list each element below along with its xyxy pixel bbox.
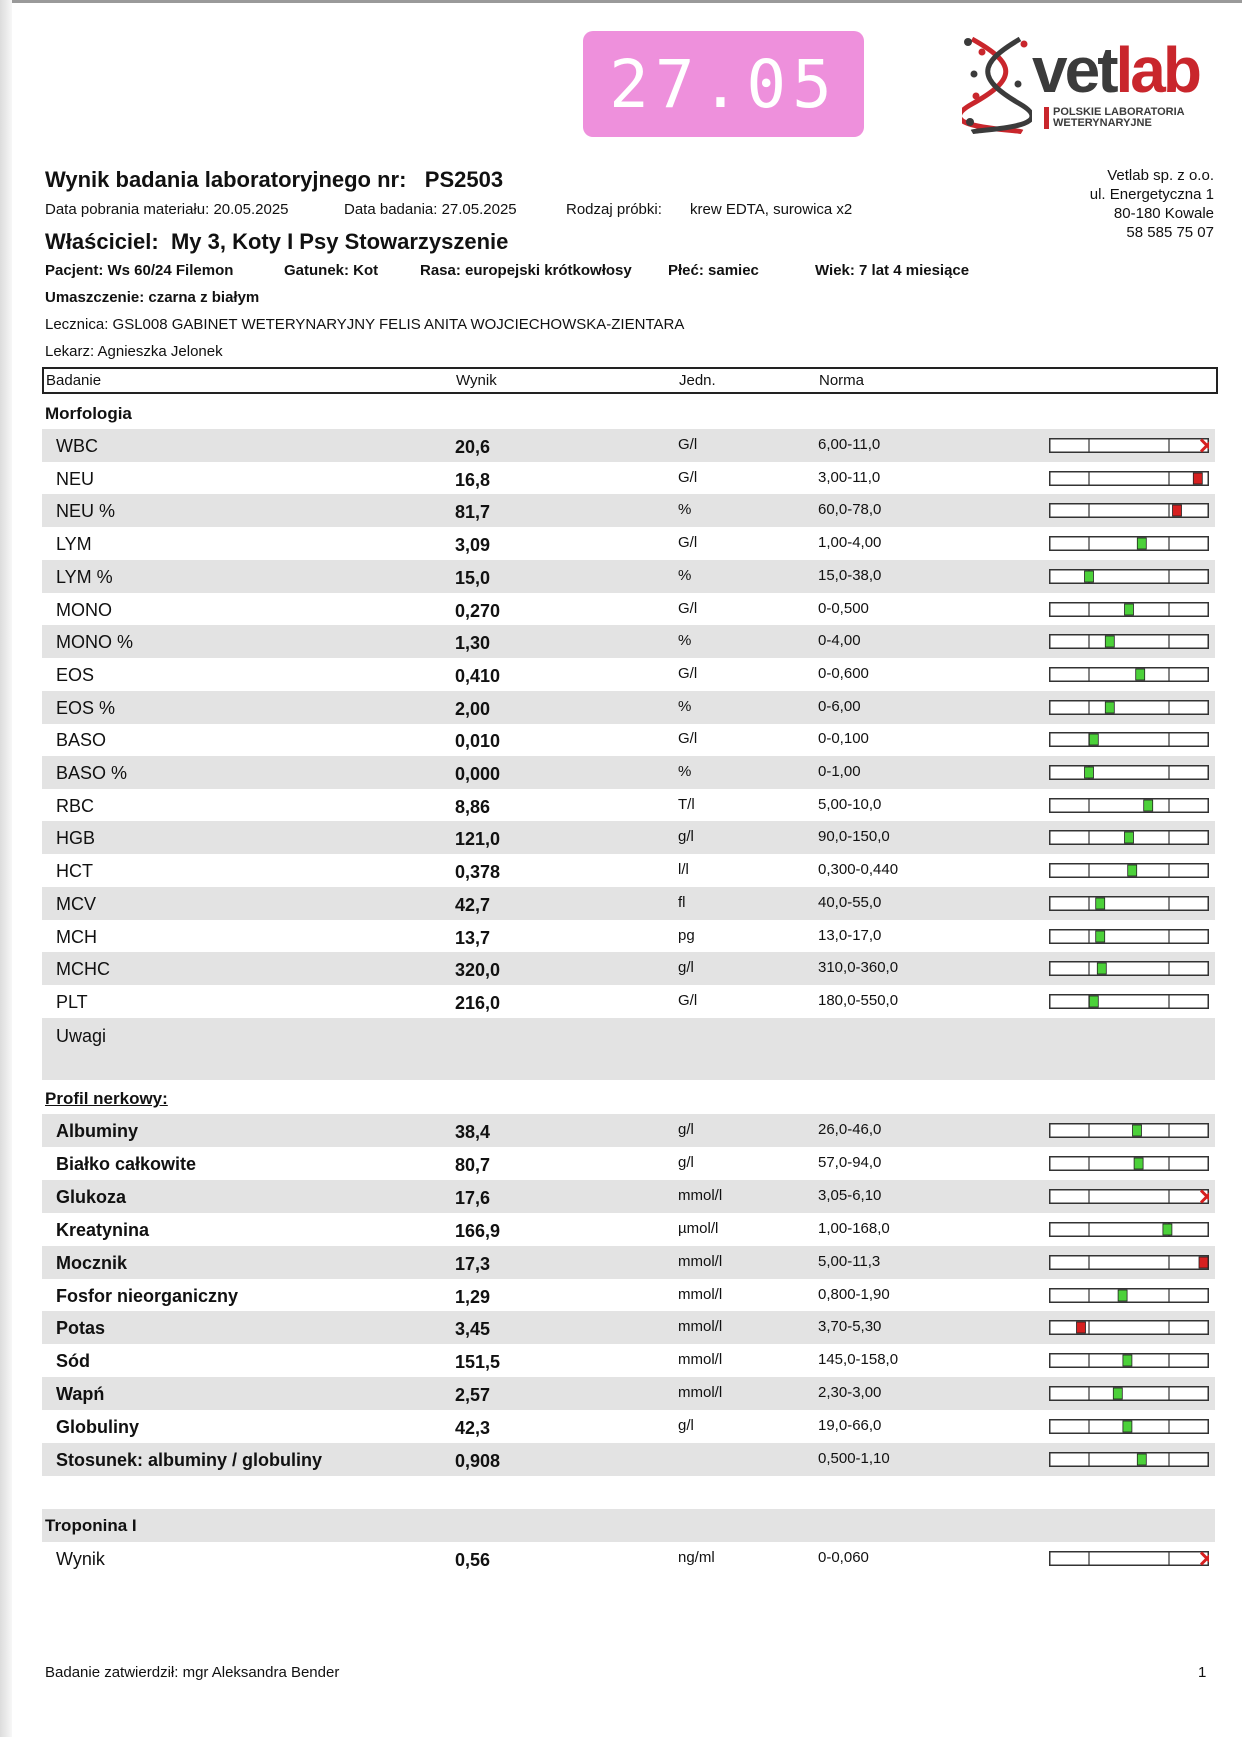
table-row [42, 1410, 1215, 1443]
row-norm-range: 0,800-1,90 [818, 1285, 890, 1303]
row-test-name: Białko całkowite [56, 1153, 197, 1174]
range-frame [1050, 439, 1209, 453]
row-unit: g/l [678, 1121, 694, 1138]
range-frame [1050, 1387, 1209, 1401]
row-result-value: 20,6 [455, 437, 491, 457]
value-marker [1089, 734, 1098, 745]
row-result-value: 0,010 [455, 731, 501, 752]
table-row [42, 429, 1215, 462]
notes-box [42, 1018, 1215, 1080]
range-indicator [1049, 798, 1209, 813]
row-unit: G/l [678, 599, 698, 617]
value-marker [1123, 1421, 1132, 1432]
results-table-header [42, 367, 1218, 394]
table-row [42, 1213, 1215, 1246]
value-marker [1199, 1257, 1208, 1268]
value-marker [1134, 1158, 1143, 1169]
row-test-name: PLT [56, 991, 88, 1012]
row-unit: % [678, 501, 692, 519]
row-test-name: MCH [56, 926, 97, 947]
row-test-name: Wapń [56, 1384, 105, 1405]
value-marker [1173, 505, 1182, 516]
company-street: ul. Energetyczna 1 [1089, 186, 1214, 203]
row-test-name: WBC [56, 436, 98, 456]
range-frame [1050, 1321, 1209, 1335]
table-row [42, 527, 1215, 560]
breed: Rasa: europejski krótkowłosy [420, 262, 632, 279]
value-marker [1105, 702, 1114, 713]
row-unit: ng/ml [678, 1549, 715, 1566]
row-norm-range: 5,00-11,3 [818, 1252, 881, 1270]
coat: Umaszczenie: czarna z białym [45, 289, 260, 306]
row-result-value: 0,270 [455, 600, 501, 621]
row-norm-range: 145,0-158,0 [818, 1351, 899, 1369]
range-indicator [1049, 634, 1209, 649]
table-row [42, 1147, 1215, 1180]
row-result-value: 8,86 [455, 796, 491, 817]
value-marker [1089, 996, 1098, 1007]
row-test-name: HGB [56, 828, 96, 849]
row-unit: l/l [678, 861, 689, 879]
value-marker [1128, 865, 1137, 876]
row-test-name: EOS % [56, 697, 116, 718]
table-row [42, 1114, 1215, 1147]
sex: Płeć: samiec [668, 262, 759, 279]
value-marker [1133, 1125, 1142, 1136]
row-unit: g/l [678, 1417, 694, 1435]
range-indicator [1049, 1320, 1209, 1335]
row-unit: G/l [678, 468, 698, 486]
row-test-name: MCHC [56, 959, 110, 980]
row-norm-range: 3,05-6,10 [818, 1186, 882, 1204]
value-marker [1096, 898, 1105, 909]
row-test-name: BASO [56, 730, 107, 751]
row-test-name: BASO % [56, 763, 128, 783]
range-frame [1050, 1190, 1209, 1204]
row-test-name: LYM [56, 534, 92, 555]
range-indicator [1049, 1419, 1209, 1434]
owner: Właściciel: My 3, Koty I Psy Stowarzyszenie [45, 229, 509, 254]
range-frame [1050, 929, 1209, 943]
table-row [42, 462, 1215, 495]
row-test-name: Potas [56, 1318, 106, 1339]
row-unit: % [678, 632, 692, 650]
section-nerki-title: Profil nerkowy: [45, 1089, 168, 1108]
range-indicator [1049, 732, 1209, 747]
sample-type: krew EDTA, surowica x2 [690, 201, 853, 218]
row-unit: mmol/l [678, 1186, 723, 1204]
table-row [42, 723, 1215, 756]
row-norm-range: 19,0-66,0 [818, 1417, 882, 1435]
value-marker [1123, 1355, 1132, 1366]
row-test-name: LYM % [56, 566, 113, 587]
table-row [42, 756, 1215, 789]
row-norm-range: 0-6,00 [818, 697, 861, 715]
row-unit: T/l [678, 795, 695, 813]
table-row [42, 952, 1215, 985]
table-row [42, 1279, 1215, 1312]
range-indicator [1049, 569, 1209, 584]
row-norm-range: 26,0-46,0 [818, 1121, 882, 1138]
table-row [42, 920, 1215, 953]
range-indicator [1049, 602, 1209, 617]
range-indicator [1049, 1123, 1209, 1138]
vetlab-logo [962, 34, 1222, 134]
row-unit: mmol/l [678, 1318, 723, 1336]
value-marker [1137, 538, 1146, 549]
range-indicator [1049, 765, 1209, 780]
table-row [42, 854, 1215, 887]
range-indicator [1049, 438, 1209, 453]
range-frame [1050, 766, 1209, 780]
table-row [42, 494, 1215, 527]
logo-wordmark: vetlab [1032, 34, 1199, 106]
range-indicator [1049, 1255, 1209, 1270]
table-row [42, 1246, 1215, 1279]
row-test-name: Kreatynina [56, 1219, 150, 1240]
value-marker [1113, 1388, 1122, 1399]
row-result-value: 80,7 [455, 1154, 491, 1175]
row-result-value: 320,0 [455, 960, 501, 981]
row-norm-range: 310,0-360,0 [818, 959, 899, 977]
row-result-value: 17,6 [455, 1187, 491, 1208]
range-frame [1050, 700, 1209, 714]
row-result-value: 0,000 [455, 764, 501, 784]
row-unit: G/l [678, 664, 698, 682]
header-unit: Jedn. [679, 372, 716, 389]
row-norm-range: 3,00-11,0 [818, 468, 881, 486]
range-frame [1050, 733, 1209, 747]
range-indicator [1049, 994, 1209, 1009]
approved-by: Badanie zatwierdził: mgr Aleksandra Bender [45, 1664, 340, 1681]
row-unit: g/l [678, 1153, 694, 1171]
row-norm-range: 0-1,00 [818, 763, 861, 780]
range-indicator [1049, 700, 1209, 715]
row-norm-range: 5,00-10,0 [818, 795, 882, 813]
value-marker [1085, 571, 1094, 582]
row-result-value: 42,7 [455, 894, 491, 915]
row-norm-range: 0,500-1,10 [818, 1450, 890, 1467]
range-indicator [1049, 536, 1209, 551]
row-result-value: 16,8 [455, 469, 491, 490]
company-city: 80-180 Kowale [1113, 205, 1214, 222]
row-norm-range: 0-0,060 [818, 1549, 869, 1566]
range-indicator [1049, 1551, 1209, 1566]
section-morfologia-title: Morfologia [45, 404, 132, 423]
table-row [42, 1344, 1215, 1377]
value-marker [1118, 1290, 1127, 1301]
row-result-value: 13,7 [455, 927, 491, 948]
row-unit: G/l [678, 991, 698, 1009]
range-frame [1050, 635, 1209, 649]
row-norm-range: 6,00-11,0 [818, 436, 881, 453]
range-frame [1050, 1453, 1209, 1467]
value-marker [1193, 473, 1202, 484]
range-indicator [1049, 1386, 1209, 1401]
row-result-value: 1,29 [455, 1286, 491, 1307]
range-frame [1050, 471, 1209, 485]
row-test-name: MONO [56, 599, 112, 620]
page-left-edge [0, 0, 12, 1737]
row-unit: G/l [678, 534, 698, 552]
range-indicator [1049, 896, 1209, 911]
section-troponina-title: Troponina I [45, 1516, 137, 1535]
row-result-value: 166,9 [455, 1220, 501, 1241]
range-indicator [1049, 667, 1209, 682]
value-marker [1097, 963, 1106, 974]
report-number: PS2503 [424, 167, 504, 192]
row-test-name: HCT [56, 861, 93, 882]
row-test-name: Glukoza [56, 1186, 127, 1207]
row-unit: fl [678, 893, 686, 911]
row-unit: g/l [678, 828, 694, 846]
row-test-name: NEU % [56, 501, 116, 522]
row-result-value: 2,00 [455, 698, 491, 719]
doctor: Lekarz: Agnieszka Jelonek [45, 343, 223, 360]
value-marker [1085, 767, 1094, 778]
range-indicator [1049, 961, 1209, 976]
row-test-name: Mocznik [56, 1252, 128, 1273]
row-result-value: 3,09 [455, 535, 491, 556]
row-test-name: NEU [56, 468, 95, 489]
row-norm-range: 180,0-550,0 [818, 991, 899, 1009]
row-unit: mmol/l [678, 1285, 723, 1303]
range-frame [1050, 798, 1209, 812]
table-row [42, 821, 1215, 854]
row-test-name: EOS [56, 664, 95, 685]
table-row [42, 593, 1215, 626]
row-test-name: MONO % [56, 632, 134, 653]
row-norm-range: 3,70-5,30 [818, 1318, 882, 1336]
table-row [42, 1542, 1215, 1575]
row-result-value: 17,3 [455, 1253, 491, 1274]
row-unit: mmol/l [678, 1351, 723, 1369]
table-row [42, 887, 1215, 920]
row-result-value: 121,0 [455, 829, 501, 850]
range-indicator [1049, 1452, 1209, 1467]
row-result-value: 0,56 [455, 1550, 491, 1570]
range-frame [1050, 1222, 1209, 1236]
range-indicator [1049, 1222, 1209, 1237]
range-indicator [1049, 1353, 1209, 1368]
row-norm-range: 40,0-55,0 [818, 893, 882, 911]
range-indicator [1049, 471, 1209, 486]
value-marker [1125, 832, 1134, 843]
range-frame [1050, 897, 1209, 911]
row-result-value: 42,3 [455, 1418, 491, 1439]
row-norm-range: 1,00-4,00 [818, 534, 882, 552]
range-indicator [1049, 1288, 1209, 1303]
row-norm-range: 0-0,600 [818, 664, 869, 682]
clinic: Lecznica: GSL008 GABINET WETERYNARYJNY FELIS ANITA WOJCIECHOWSKA-ZIENTARA [45, 316, 685, 333]
sample-type-label: Rodzaj próbki: [566, 201, 662, 218]
header-result: Wynik [456, 372, 497, 389]
range-frame [1050, 1124, 1209, 1138]
row-unit: mmol/l [678, 1252, 723, 1270]
range-frame [1050, 995, 1209, 1009]
table-row [42, 691, 1215, 724]
value-marker [1137, 1454, 1146, 1465]
row-result-value: 81,7 [455, 502, 491, 523]
row-unit: mmol/l [678, 1384, 723, 1402]
collection-date: Data pobrania materiału: 20.05.2025 [45, 201, 289, 218]
row-unit: G/l [678, 730, 698, 748]
range-frame [1050, 1288, 1209, 1302]
range-frame [1050, 1255, 1209, 1269]
report-title: Wynik badania laboratoryjnego nr: PS2503 [45, 167, 504, 192]
row-norm-range: 2,30-3,00 [818, 1384, 882, 1402]
row-test-name: Sód [56, 1351, 90, 1372]
row-test-name: Wynik [56, 1549, 105, 1569]
table-row [42, 985, 1215, 1018]
row-unit: G/l [678, 436, 698, 453]
row-unit: % [678, 566, 692, 584]
row-result-value: 151,5 [455, 1352, 501, 1373]
row-unit: µmol/l [678, 1219, 719, 1237]
row-test-name: Stosunek: albuminy / globuliny [56, 1450, 323, 1470]
range-indicator [1049, 503, 1209, 518]
age: Wiek: 7 lat 4 miesiące [815, 262, 970, 279]
range-frame [1050, 668, 1209, 682]
range-indicator [1049, 1156, 1209, 1171]
row-test-name: Albuminy [56, 1121, 139, 1141]
row-result-value: 38,4 [455, 1122, 491, 1142]
row-result-value: 216,0 [455, 992, 501, 1013]
value-marker [1125, 604, 1134, 615]
section-troponina-header [42, 1509, 1215, 1542]
value-marker [1144, 800, 1153, 811]
company-phone: 58 585 75 07 [1126, 224, 1214, 241]
row-result-value: 2,57 [455, 1385, 491, 1406]
header-norm: Norma [819, 372, 865, 389]
row-unit: % [678, 763, 692, 780]
value-marker [1077, 1322, 1086, 1333]
table-row [42, 1180, 1215, 1213]
range-frame [1050, 1157, 1209, 1171]
row-unit: pg [678, 926, 695, 944]
date-badge: 27.05 [583, 31, 864, 137]
row-norm-range: 1,00-168,0 [818, 1219, 890, 1237]
value-marker [1163, 1224, 1172, 1235]
header-test: Badanie [46, 372, 102, 389]
row-result-value: 0,908 [455, 1451, 501, 1471]
range-frame [1050, 537, 1209, 551]
range-indicator [1049, 830, 1209, 845]
table-row [42, 1311, 1215, 1344]
row-norm-range: 0,300-0,440 [818, 861, 899, 879]
row-result-value: 1,30 [455, 633, 491, 654]
row-test-name: MCV [56, 893, 96, 914]
row-unit: g/l [678, 959, 694, 977]
row-result-value: 0,410 [455, 665, 501, 686]
row-norm-range: 60,0-78,0 [818, 501, 882, 519]
range-indicator [1049, 1189, 1209, 1204]
row-norm-range: 90,0-150,0 [818, 828, 890, 846]
value-marker [1096, 931, 1105, 942]
row-result-value: 3,45 [455, 1319, 491, 1340]
range-frame [1050, 1552, 1209, 1566]
value-marker [1136, 669, 1145, 680]
range-frame [1050, 570, 1209, 584]
dna-helix-icon [962, 34, 1032, 134]
row-norm-range: 13,0-17,0 [818, 926, 882, 944]
company-name: Vetlab sp. z o.o. [1107, 167, 1214, 184]
page-top-edge [0, 0, 1242, 3]
row-test-name: Fosfor nieorganiczny [56, 1285, 239, 1306]
row-test-name: RBC [56, 795, 95, 816]
row-norm-range: 0-4,00 [818, 632, 861, 650]
value-marker [1105, 636, 1114, 647]
table-row [42, 789, 1215, 822]
row-norm-range: 15,0-38,0 [818, 566, 882, 584]
row-norm-range: 0-0,100 [818, 730, 869, 748]
notes-label: Uwagi [56, 1026, 107, 1046]
row-result-value: 0,378 [455, 862, 501, 883]
range-frame [1050, 962, 1209, 976]
table-row [42, 658, 1215, 691]
row-norm-range: 0-0,500 [818, 599, 869, 617]
table-row [42, 1443, 1215, 1476]
species: Gatunek: Kot [284, 262, 379, 279]
range-indicator [1049, 929, 1209, 944]
table-row [42, 625, 1215, 658]
row-result-value: 15,0 [455, 567, 491, 588]
row-unit: % [678, 697, 692, 715]
table-row [42, 560, 1215, 593]
logo-subtitle: POLSKIE LABORATORIA WETERYNARYJNE [1044, 107, 1185, 129]
range-frame [1050, 504, 1209, 518]
patient: Pacjent: Ws 60/24 Filemon [45, 262, 234, 279]
page-number: 1 [1198, 1664, 1207, 1681]
table-row [42, 1377, 1215, 1410]
row-norm-range: 57,0-94,0 [818, 1153, 882, 1171]
test-date: Data badania: 27.05.2025 [344, 201, 517, 218]
row-test-name: Globuliny [56, 1417, 139, 1438]
range-indicator [1049, 863, 1209, 878]
company-address [1090, 166, 1214, 242]
